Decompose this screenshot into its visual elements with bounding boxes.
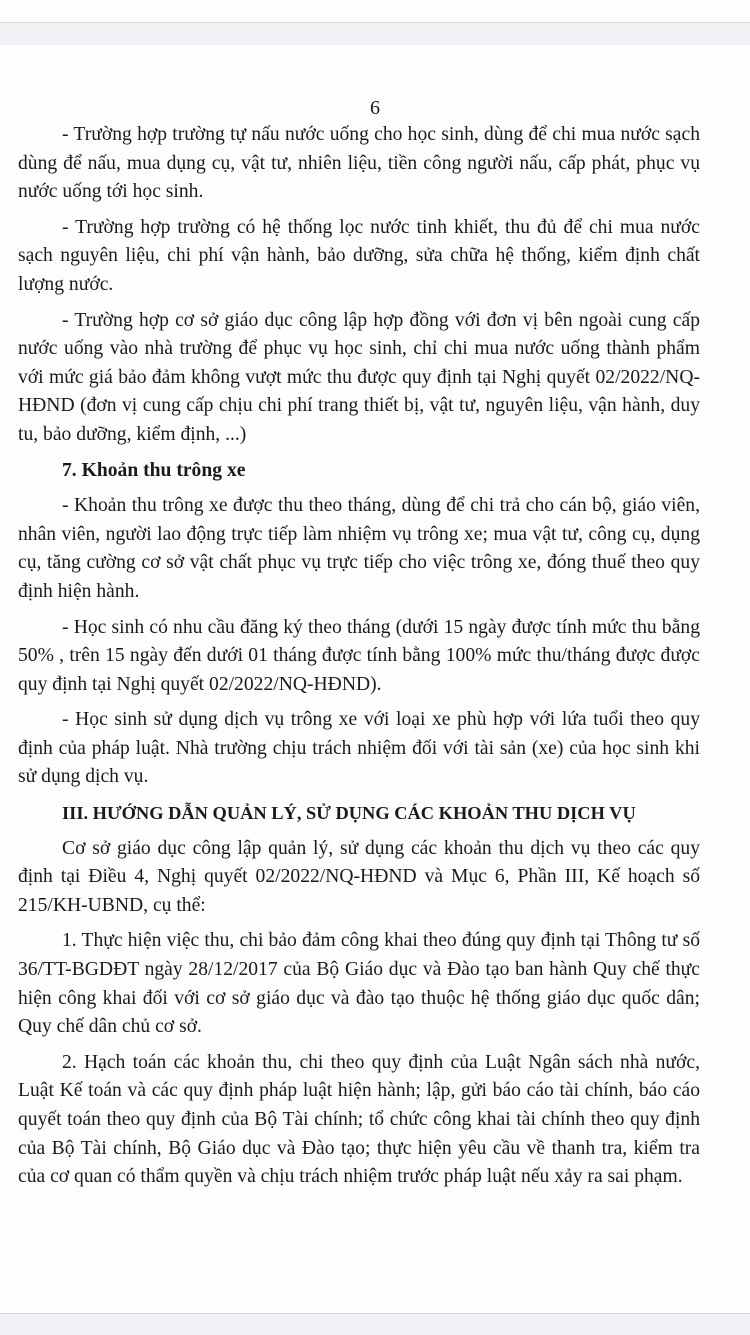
page-separator-top [0, 22, 750, 46]
paragraph: - Trường hợp trường tự nấu nước uống cho học sinh, dùng để chi mua nước sạch dùng để nấu, mua dụng cụ, vật tư, nhiên liệu, tiền công người nấu, cấp phát, phục vụ nước uống tới học sinh. [18, 124, 700, 203]
document-body [18, 121, 700, 1199]
section-heading: III. HƯỚNG DẪN QUẢN LÝ, SỬ DỤNG CÁC KHOẢN THU DỊCH VỤ [62, 803, 636, 824]
paragraph: - Trường hợp trường có hệ thống lọc nước tinh khiết, thu đủ để chi mua nước sạch nguyên liệu, chi phí vận hành, bảo dưỡng, sửa chữa hệ thống, kiểm định chất lượng nước. [18, 216, 700, 295]
page-number: 6 [370, 97, 380, 119]
paragraph: - Học sinh sử dụng dịch vụ trông xe với loại xe phù hợp với lứa tuổi theo quy định của pháp luật. Nhà trường chịu trách nhiệm đối với tài sản (xe) của học sinh khi sử dụng dịch vụ. [18, 709, 700, 788]
previous-page-edge [0, 0, 750, 22]
paragraph: Cơ sở giáo dục công lập quản lý, sử dụng các khoản thu dịch vụ theo các quy định tại Điều 4, Nghị quyết 02/2022/NQ-HĐND và Mục 6, Phần III, Kế hoạch số 215/KH-UBND, cụ thể: [18, 837, 700, 916]
paragraph: - Trường hợp cơ sở giáo dục công lập hợp đồng với đơn vị bên ngoài cung cấp nước uống vào nhà trường để phục vụ học sinh, chỉ chi mua nước uống thành phẩm với mức giá bảo đảm không vượt mức thu được quy định tại Nghị quyết 02/2022/NQ-HĐND (đơn vị cung cấp chịu chi phí trang thiết bị, vật tư, nguyên liệu, vận hành, duy tu, bảo dưỡng, kiểm định, ...) [18, 309, 700, 445]
paragraph: - Khoản thu trông xe được thu theo tháng, dùng để chi trả cho cán bộ, giáo viên, nhân viên, người lao động trực tiếp làm nhiệm vụ trông xe; mua vật tư, công cụ, dụng cụ, tăng cường cơ sở vật chất phục vụ trực tiếp cho việc trông xe, đóng thuế theo quy định hiện hành. [18, 495, 700, 602]
paragraph: - Học sinh có nhu cầu đăng ký theo tháng (dưới 15 ngày được tính mức thu bằng 50% , trên 15 ngày đến dưới 01 tháng được tính bằng 100% mức thu/tháng được được quy định tại Nghị quyết 02/2022/NQ-HĐND). [18, 616, 700, 695]
paragraph: 1. Thực hiện việc thu, chi bảo đảm công khai theo đúng quy định tại Thông tư số 36/TT-BGDĐT ngày 28/12/2017 của Bộ Giáo dục và Đào tạo ban hành Quy chế thực hiện công khai đối với cơ sở giáo dục và đào tạo thuộc hệ thống giáo dục quốc dân; Quy chế dân chủ cơ sở. [18, 930, 700, 1038]
paragraph: 2. Hạch toán các khoản thu, chi theo quy định của Luật Ngân sách nhà nước, Luật Kế toán và các quy định pháp luật hiện hành; lập, gửi báo cáo tài chính, báo cáo quyết toán theo quy định của Bộ Tài chính; tổ chức công khai tài chính theo quy định của Bộ Tài chính, Bộ Giáo dục và Đào tạo; thực hiện yêu cầu về thanh tra, kiểm tra của cơ quan có thẩm quyền và chịu trách nhiệm trước pháp luật nếu xảy ra sai phạm. [18, 1051, 700, 1188]
page-separator-bottom [0, 1313, 750, 1335]
section-heading: 7. Khoản thu trông xe [62, 459, 246, 481]
